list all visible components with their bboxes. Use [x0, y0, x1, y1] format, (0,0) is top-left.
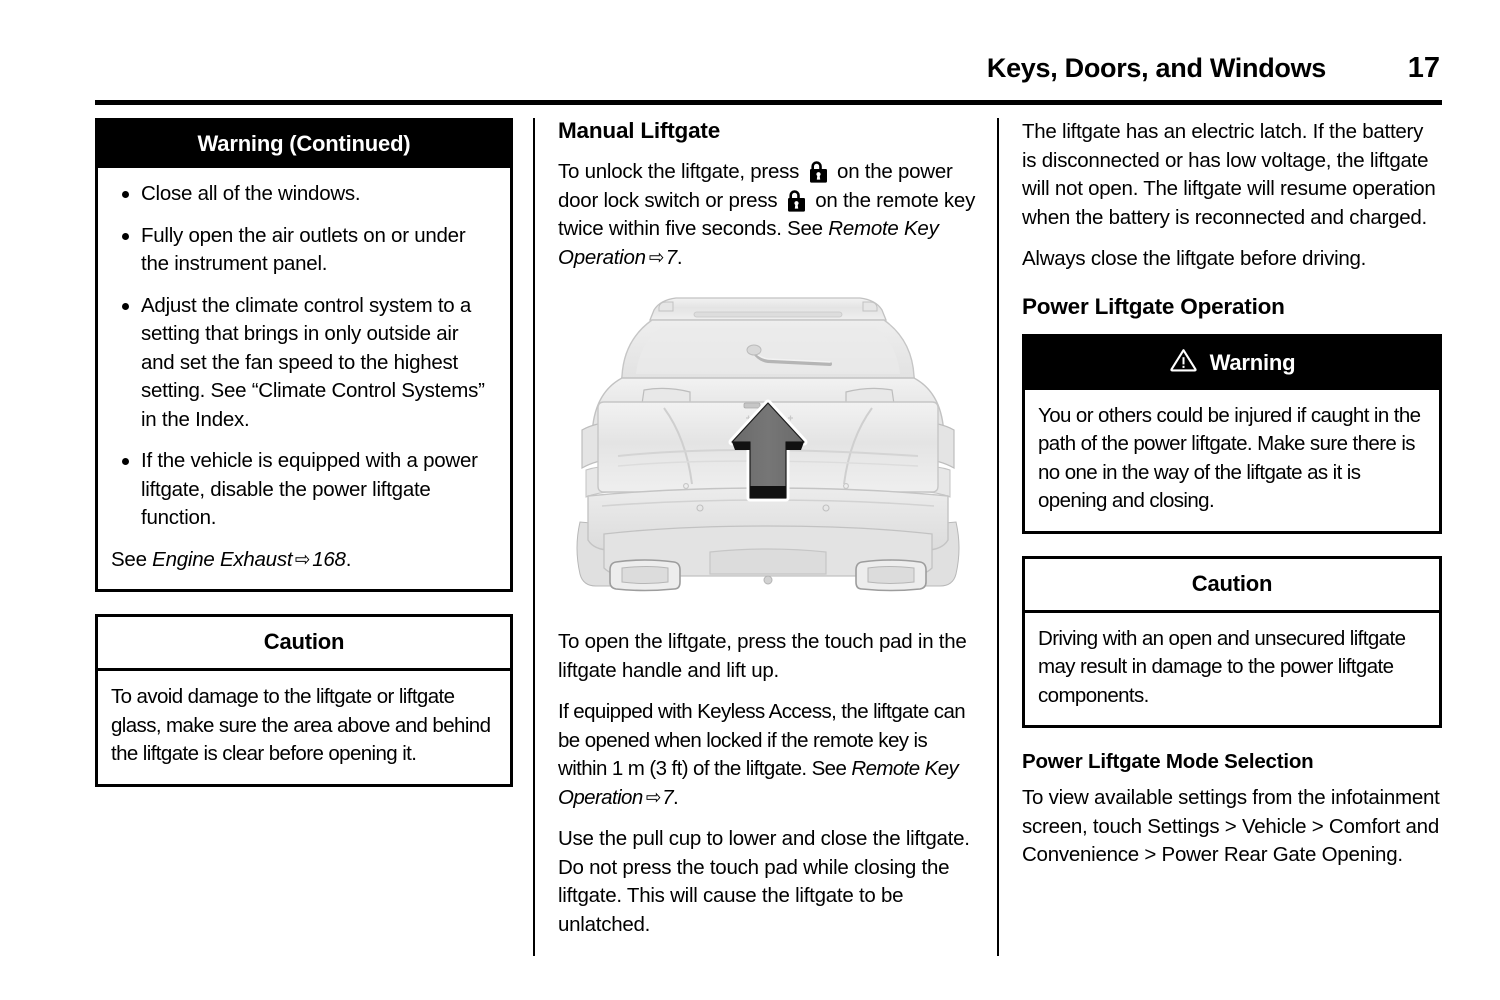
- electric-latch-paragraph: The liftgate has an electric latch. If the battery is disconnected or has low voltage, the liftgate will not open. The liftgate will resume operation when the battery is reconnected and charged.: [1022, 120, 1436, 229]
- cross-reference-arrow-icon: ⇨: [645, 785, 661, 809]
- warning-continued-box: [95, 118, 513, 592]
- unlock-text-suffix: .: [676, 245, 683, 269]
- caution-heading-left: Caution: [98, 617, 510, 671]
- warning-heading-right: [1025, 337, 1439, 390]
- unlock-text-part2: on the power door lock switch or press: [558, 160, 953, 212]
- cross-reference-title: Remote Key Operation: [558, 217, 939, 269]
- warning-box-right: [1022, 334, 1442, 534]
- caution-text-right: Driving with an open and unsecured liftgate may result in damage to the power liftgate components.: [1038, 626, 1406, 707]
- list-item: If the vehicle is equipped with a power liftgate, disable the power liftgate function.: [111, 447, 497, 533]
- unlock-text-part1: To unlock the liftgate, press: [558, 160, 805, 183]
- unlock-text-part3: on the remote key twice within five seconds. See: [558, 188, 976, 240]
- warning-continued-body: [98, 168, 510, 589]
- cross-reference-page: 168: [312, 547, 346, 571]
- unlock-padlock-icon: [786, 189, 807, 212]
- caution-body-right: [1025, 613, 1439, 726]
- open-liftgate-paragraph: To open the liftgate, press the touch pad in the liftgate handle and lift up.: [558, 630, 967, 682]
- list-item: Fully open the air outlets on or under the instrument panel.: [111, 222, 497, 279]
- power-liftgate-operation-heading: Power Liftgate Operation: [1022, 293, 1285, 319]
- warning-bullet-list: [111, 180, 497, 533]
- warning-triangle-icon: [1169, 347, 1198, 379]
- page-header: [95, 52, 1440, 98]
- unlock-liftgate-paragraph: [558, 158, 978, 272]
- cross-reference-title: Engine Exhaust: [152, 547, 293, 571]
- caution-box-right: [1022, 556, 1442, 729]
- see-suffix: .: [345, 547, 352, 571]
- caution-heading-right: Caution: [1025, 559, 1439, 613]
- cross-reference-page: 7: [665, 245, 677, 269]
- keyless-access-paragraph: [558, 698, 978, 812]
- engine-exhaust-cross-reference: [111, 546, 497, 575]
- manual-liftgate-heading: Manual Liftgate: [558, 118, 721, 143]
- list-item: Adjust the climate control system to a setting that brings in only outside air and set the fan speed to the highest setting. See “Climate Control Systems” in the Index.: [111, 292, 497, 435]
- caution-body-left: [98, 671, 510, 784]
- warning-continued-heading: Warning (Continued): [98, 121, 510, 168]
- middle-column: [558, 118, 978, 939]
- unlock-padlock-icon: [808, 160, 829, 183]
- keyless-text-part1: If equipped with Keyless Access, the liftgate can be opened when locked if the remote key is within 1 m (3 ft) of the liftgate. See: [558, 700, 966, 780]
- left-column: [95, 118, 513, 787]
- column-divider-left: [533, 118, 535, 956]
- cross-reference-arrow-icon: ⇨: [295, 547, 311, 571]
- power-liftgate-mode-selection-heading: Power Liftgate Mode Selection: [1022, 750, 1314, 773]
- close-liftgate-paragraph: Use the pull cup to lower and close the liftgate. Do not press the touch pad while closing the liftgate. This will cause the liftgate to be unlatched.: [558, 827, 970, 936]
- warning-text-right: You or others could be injured if caught in the path of the power liftgate. Make sure there is no one in the way of the liftgate as it is opening and closing.: [1038, 403, 1421, 512]
- page-number: 17: [1407, 52, 1440, 84]
- cross-reference-arrow-icon: ⇨: [648, 245, 664, 269]
- see-prefix: See: [111, 547, 153, 571]
- vehicle-rear-liftgate-illustration: [558, 290, 978, 610]
- header-rule: [95, 100, 1442, 105]
- mode-selection-paragraph: To view available settings from the infotainment screen, touch Settings > Vehicle > Comfort and Convenience > Power Rear Gate Opening.: [1022, 786, 1440, 866]
- cross-reference-title: Remote Key Operation: [558, 757, 959, 809]
- caution-box-left: [95, 614, 513, 787]
- always-close-paragraph: Always close the liftgate before driving.: [1022, 247, 1367, 270]
- warning-heading-text: Warning: [1209, 349, 1296, 375]
- list-item: Close all of the windows.: [111, 180, 497, 209]
- caution-text-left: To avoid damage to the liftgate or liftgate glass, make sure the area above and behind the liftgate is clear before opening it.: [111, 685, 491, 765]
- right-column: [1022, 118, 1442, 870]
- cross-reference-page: 7: [662, 785, 674, 809]
- column-divider-right: [997, 118, 999, 956]
- warning-body-right: [1025, 390, 1439, 531]
- page-title: Keys, Doors, and Windows: [986, 53, 1326, 83]
- keyless-text-suffix: .: [673, 785, 679, 809]
